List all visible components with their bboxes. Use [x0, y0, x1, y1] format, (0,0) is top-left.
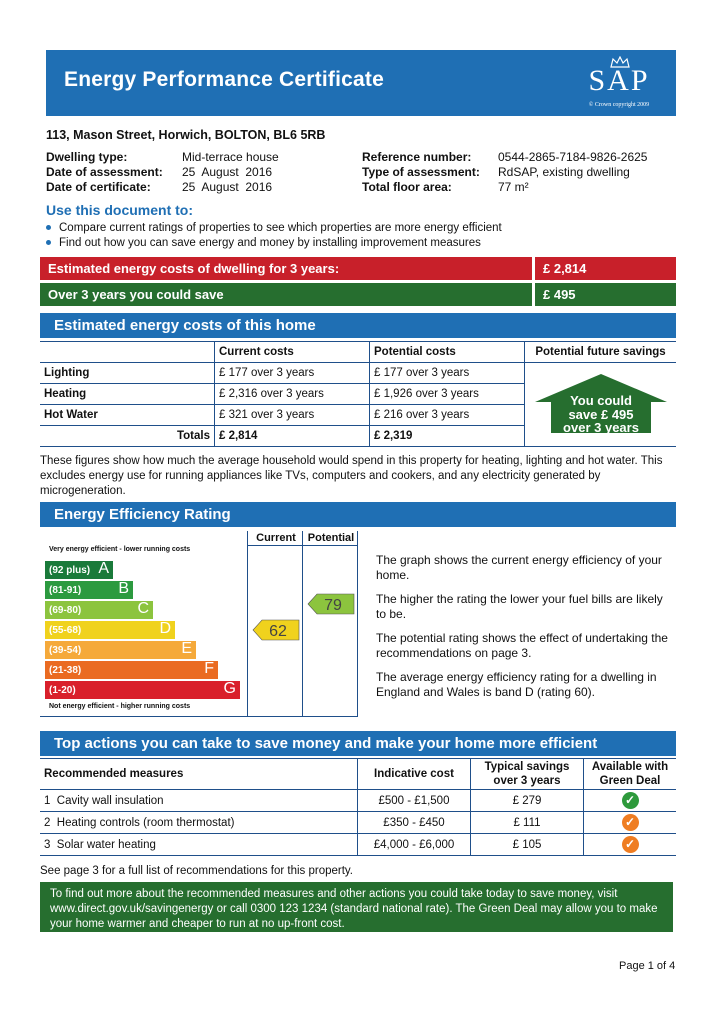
page-number: Page 1 of 4 — [619, 960, 676, 972]
reference-value: 0544-2865-7184-9826-2625 — [498, 150, 648, 164]
band-letter: A — [98, 560, 109, 577]
band-letter: C — [137, 600, 149, 617]
col-measures: Recommended measures — [40, 759, 358, 790]
certificate-date-value: 25 August 2016 — [182, 180, 273, 194]
current-rating-value: 62 — [269, 623, 287, 640]
floor-area-label: Total floor area: — [362, 180, 452, 194]
costs-section-heading: Estimated energy costs of this home — [40, 313, 676, 338]
house-text-line2: save £ 495 — [567, 407, 634, 422]
house-savings-icon — [533, 372, 669, 434]
use-document-list — [46, 222, 502, 252]
page-title: Energy Performance Certificate — [64, 68, 384, 91]
assessment-date-value: 25 August 2016 — [182, 165, 273, 179]
green-tick-icon: ✓ — [622, 792, 639, 809]
floor-area-value: 77 m² — [498, 180, 529, 194]
current-rating-arrow — [252, 619, 300, 641]
savings-summary-bar: Over 3 years you could save — [40, 283, 532, 306]
rating-chart — [40, 531, 358, 717]
sap-logo — [578, 54, 660, 112]
savings-summary-value: £ 495 — [535, 283, 676, 306]
actions-table — [40, 758, 676, 856]
rating-section-heading: Energy Efficiency Rating — [40, 502, 676, 527]
cost-summary-bar: Estimated energy costs of dwelling for 3 years: — [40, 257, 532, 280]
list-item: Compare current ratings of properties to see which properties are more energy efficient — [46, 222, 502, 237]
actions-section-heading: Top actions you can take to save money and make your home more efficient — [40, 731, 676, 756]
assessment-type-label: Type of assessment: — [362, 165, 480, 179]
band-letter: B — [118, 580, 129, 597]
rating-col-current: Current — [256, 532, 296, 544]
bullet-icon — [46, 240, 51, 245]
rating-band-f — [45, 661, 218, 679]
list-item: Find out how you can save energy and money by installing improvement measures — [46, 237, 502, 252]
rating-paragraph: The graph shows the current energy efficiency of your home. — [376, 553, 662, 582]
use-document-heading: Use this document to: — [46, 202, 194, 218]
sap-logo-text: SAP — [588, 64, 650, 97]
band-range: (69-80) — [49, 605, 82, 616]
table-row: 3 Solar water heating £4,000 - £6,000 £ 105 ✓ — [40, 834, 676, 856]
rating-col-potential: Potential — [307, 532, 355, 544]
rating-paragraph: The average energy efficiency rating for a dwelling in England and Wales is band D (rating 60). — [376, 670, 657, 699]
band-letter: G — [223, 680, 236, 697]
band-range: (1-20) — [49, 685, 76, 696]
col-cost: Indicative cost — [358, 759, 471, 790]
meta-left — [46, 150, 366, 195]
cost-summary-value: £ 2,814 — [535, 257, 676, 280]
rating-band-b — [45, 581, 133, 599]
rating-paragraph: The higher the rating the lower your fuel bills are likely to be. — [376, 592, 663, 621]
house-text-line3: over 3 years — [562, 420, 639, 434]
top-caption: Very energy efficient - lower running costs — [49, 546, 191, 553]
rating-explanation — [376, 553, 676, 700]
totals-potential: £ 2,319 — [370, 426, 525, 447]
rating-paragraph: The potential rating shows the effect of undertaking the recommendations on page 3. — [376, 631, 668, 660]
band-range: (92 plus) — [49, 565, 91, 576]
dwelling-type-value: Mid-terrace house — [182, 150, 279, 164]
orange-tick-icon: ✓ — [622, 814, 639, 831]
col-future-savings: Potential future savings — [525, 342, 677, 363]
crown-copyright: © Crown copyright 2009 — [588, 102, 650, 108]
costs-table — [40, 341, 676, 447]
more-info-box: To find out more about the recommended measures and other actions you could take today to save money, visit www.direct.gov.uk/savingenergy or call 0300 123 1234 (standard national rate). The Green Deal may allow you to make your home warmer and cheaper to run at no up-front cost. — [40, 882, 673, 932]
savings-house-cell — [525, 363, 677, 447]
table-row: Lighting £ 177 over 3 years £ 177 over 3 years You could save £ 495 over 3 years — [40, 363, 676, 384]
rating-band-g — [45, 681, 240, 699]
col-savings: Typical savings over 3 years — [471, 759, 584, 790]
assessment-date-label: Date of assessment: — [46, 165, 163, 179]
table-row: 2 Heating controls (room thermostat) £350 - £450 £ 111 ✓ — [40, 812, 676, 834]
table-row: Heating £ 2,316 over 3 years £ 1,926 over 3 years — [40, 384, 676, 405]
potential-rating-value: 79 — [324, 597, 342, 614]
rating-band-c — [45, 601, 153, 619]
costs-note: These figures show how much the average household would spend in this property for heating, lighting and hot water. This excludes energy use for running appliances like TVs, computers and cookers, and any electricity generated by microgeneration. — [40, 455, 663, 497]
rating-bands — [45, 561, 245, 701]
band-letter: E — [181, 640, 192, 657]
assessment-type-value: RdSAP, existing dwelling — [498, 165, 630, 179]
totals-current: £ 2,814 — [215, 426, 370, 447]
col-potential-costs: Potential costs — [370, 342, 525, 363]
potential-rating-arrow — [307, 593, 355, 615]
band-range: (39-54) — [49, 645, 82, 656]
see-page-note: See page 3 for a full list of recommendations for this property. — [40, 865, 353, 877]
meta-right — [362, 150, 682, 195]
certificate-header — [46, 50, 676, 116]
bottom-caption: Not energy efficient - higher running costs — [49, 703, 191, 710]
totals-label: Totals — [40, 426, 215, 447]
col-green-deal: Available with Green Deal — [584, 759, 677, 790]
property-address: 113, Mason Street, Horwich, BOLTON, BL6 5RB — [46, 128, 326, 142]
band-range: (21-38) — [49, 665, 82, 676]
reference-label: Reference number: — [362, 150, 472, 164]
rating-band-a — [45, 561, 113, 579]
dwelling-type-label: Dwelling type: — [46, 150, 128, 164]
rating-band-d — [45, 621, 175, 639]
rating-band-e — [45, 641, 196, 659]
certificate-date-label: Date of certificate: — [46, 180, 151, 194]
house-text-line1: You could — [569, 393, 632, 408]
costs-header-blank — [40, 342, 215, 363]
band-range: (55-68) — [49, 625, 82, 636]
band-letter: F — [204, 660, 214, 677]
col-current-costs: Current costs — [215, 342, 370, 363]
bullet-icon — [46, 225, 51, 230]
band-letter: D — [159, 620, 171, 637]
table-row: 1 Cavity wall insulation £500 - £1,500 £ 279 ✓ — [40, 790, 676, 812]
orange-tick-icon: ✓ — [622, 836, 639, 853]
table-row: Hot Water £ 321 over 3 years £ 216 over 3 years — [40, 405, 676, 426]
band-range: (81-91) — [49, 585, 82, 596]
